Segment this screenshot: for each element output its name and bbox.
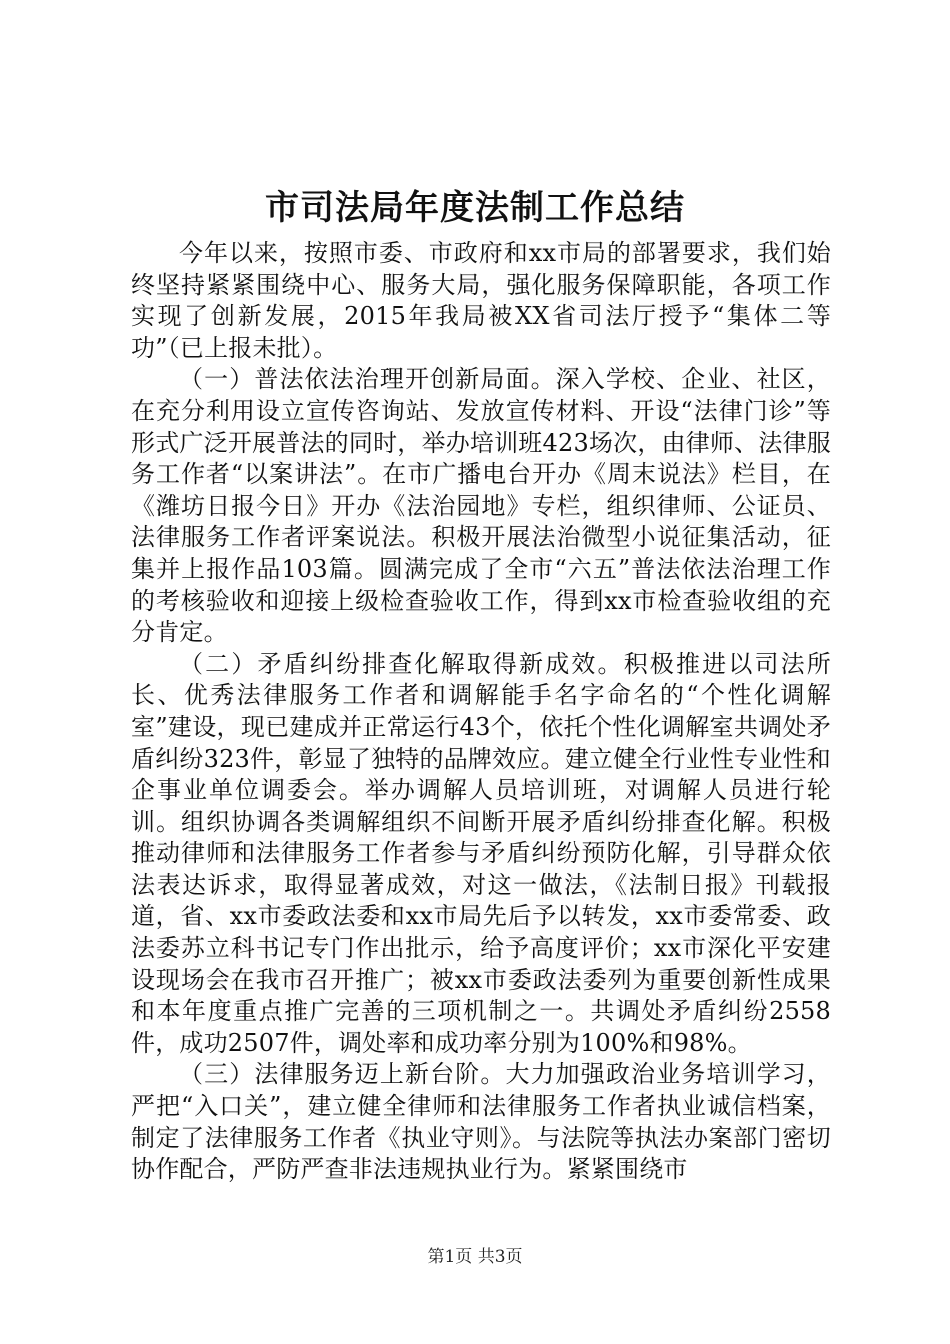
paragraph-section-1: （一）普法依法治理开创新局面。深入学校、企业、社区，在充分利用设立宣传咨询站、发放宣传材料、开设“法律门诊”等形式广泛开展普法的同时，举办培训班423场次，由律师、法律服务工作者“以案讲法”。在市广播电台开办《周末说法》栏目，在《潍坊日报今日》开办《法治园地》专栏，组织律师、公证员、法律服务工作者评案说法。积极开展法治微型小说征集活动，征集并上报作品103篇。圆满完成了全市“六五”普法依法治理工作的考核验收和迎接上级检查验收工作，得到xx市检查验收组的充分肯定。 bbox=[131, 365, 831, 647]
page-footer: 第1页 共3页 bbox=[427, 1247, 523, 1267]
paragraph-section-3: （三）法律服务迈上新台阶。大力加强政治业务培训学习，严把“入口关”，建立健全律师和法律服务工作者执业诚信档案，制定了法律服务工作者《执业守则》。与法院等执法办案部门密切协作配合，严防严查非法违规执业行为。紧紧围绕市 bbox=[131, 1060, 831, 1184]
paragraph-intro: 今年以来，按照市委、市政府和xx市局的部署要求，我们始终坚持紧紧围绕中心、服务大局，强化服务保障职能，各项工作实现了创新发展，2015年我局被XX省司法厅授予“集体二等功”（已上报未批）。 bbox=[131, 239, 831, 362]
document-title: 市司法局年度法制工作总结 bbox=[265, 188, 685, 228]
paragraph-section-2: （二）矛盾纠纷排查化解取得新成效。积极推进以司法所长、优秀法律服务工作者和调解能手名字命名的“个性化调解室”建设，现已建成并正常运行43个，依托个性化调解室共调处矛盾纠纷323件，彰显了独特的品牌效应。建立健全行业性专业性和企事业单位调委会。举办调解人员培训班，对调解人员进行轮训。组织协调各类调解组织不间断开展矛盾纠纷排查化解。积极推动律师和法律服务工作者参与矛盾纠纷预防化解，引导群众依法表达诉求，取得显著成效，对这一做法，《法制日报》刊载报道，省、xx市委政法委和xx市局先后予以转发，xx市委常委、政法委苏立科书记专门作出批示，给予高度评价；xx市深化平安建设现场会在我市召开推广；被xx市委政法委列为重要创新性成果和本年度重点推广完善的三项机制之一。共调处矛盾纠纷2558件，成功2507件，调处率和成功率分别为100%和98%。 bbox=[131, 649, 831, 1057]
document-body bbox=[131, 238, 831, 1186]
